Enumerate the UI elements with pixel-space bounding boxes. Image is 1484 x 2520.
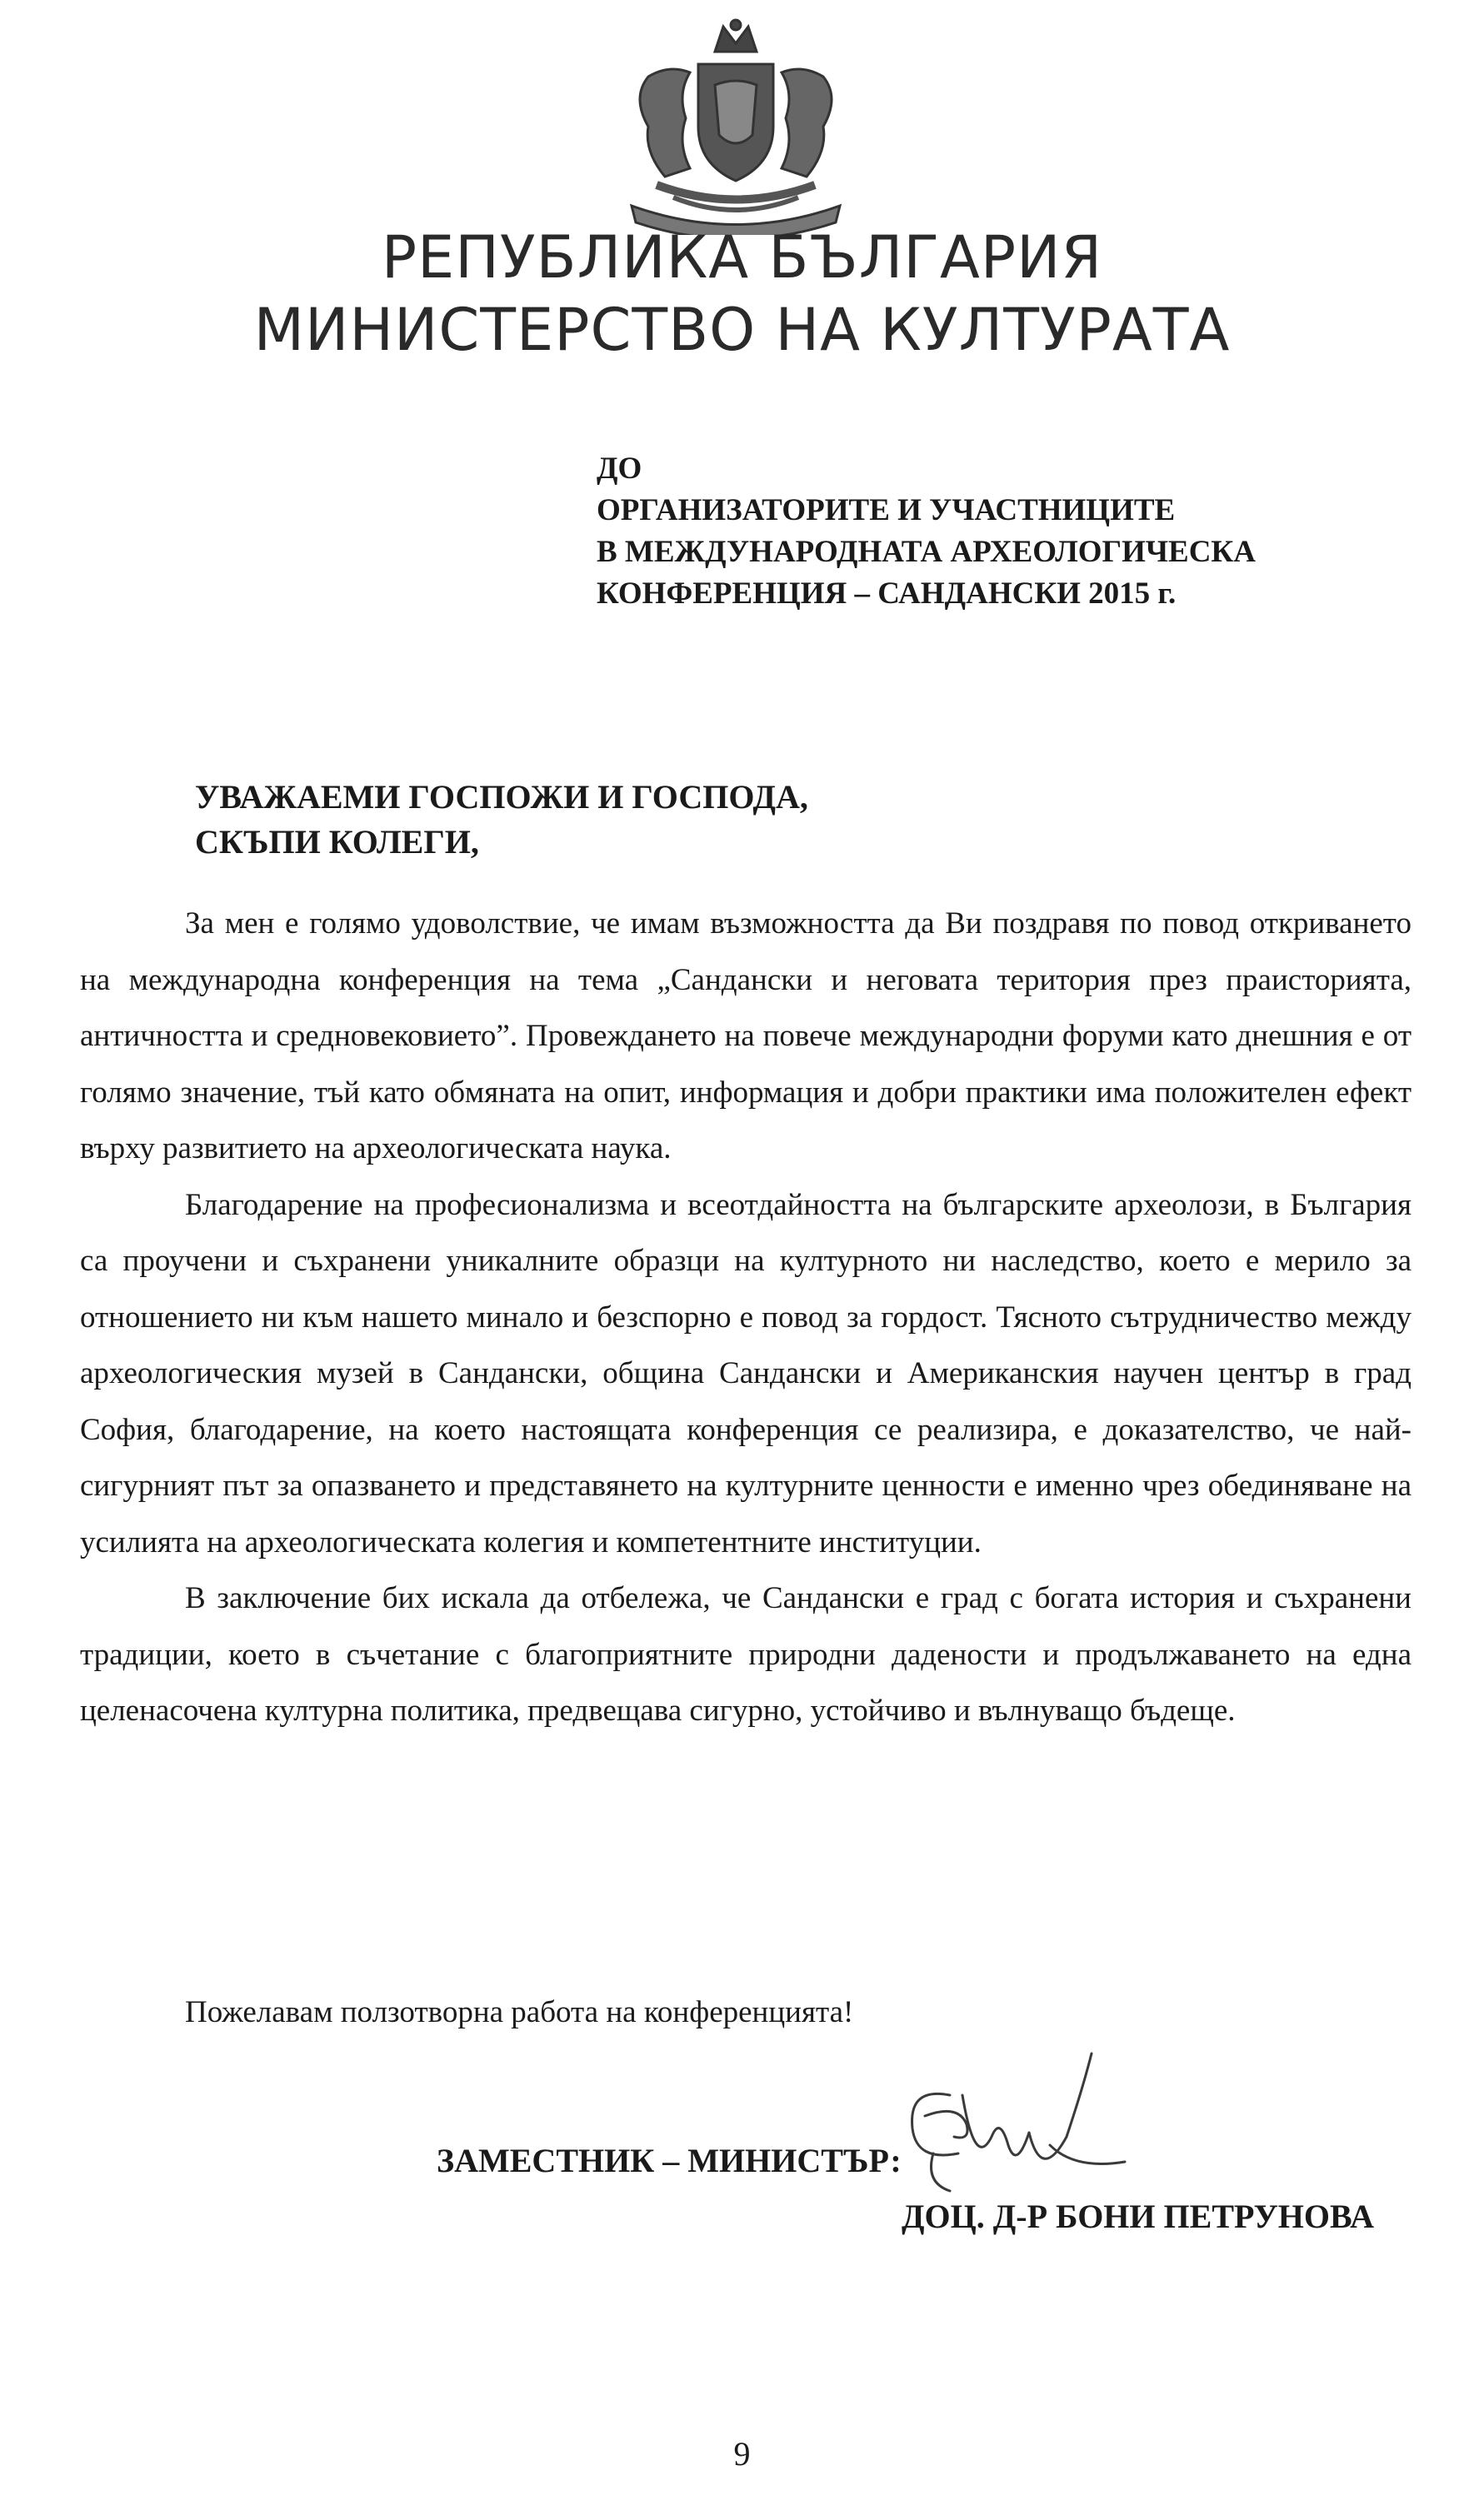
signer-name: ДОЦ. Д-Р БОНИ ПЕТРУНОВА — [902, 2198, 1375, 2235]
signer-title: ЗАМЕСТНИК – МИНИСТЪР: — [437, 2142, 902, 2179]
addressee-line: ОРГАНИЗАТОРИТЕ И УЧАСТНИЦИТЕ — [597, 493, 1176, 527]
greeting-line: СКЪПИ КОЛЕГИ, — [195, 823, 479, 861]
page-number: 9 — [733, 2435, 751, 2473]
addressee-block — [597, 448, 1256, 615]
letter-body — [80, 896, 1412, 1739]
coat-of-arms-icon — [598, 18, 873, 235]
greeting-line: УВАЖАЕМИ ГОСПОЖИ И ГОСПОДА, — [195, 778, 808, 816]
letterhead-republic: РЕПУБЛИКА БЪЛГАРИЯ — [381, 223, 1103, 292]
addressee-line: КОНФЕРЕНЦИЯ – САНДАНСКИ 2015 г. — [597, 576, 1177, 611]
addressee-line: В МЕЖДУНАРОДНАТА АРХЕОЛОГИЧЕСКА — [597, 535, 1256, 569]
paragraph: Благодарение на професионализма и всеотдайността на българските археолози, в България са проучени и съхранени уникалните образци на културното ни наследство, което е мерило за отношението ни към нашето минало и безспорно е повод за гордост. Тясното сътрудничество между археологическия музей в Сандански, община Сандански и Американския научен център в град София, благодарение, на което настоящата конференция се реализира, е доказателство, че най-сигурният път за опазването и представянето на културните ценности е именно чрез обединяване на усилията на археологическата колегия и компетентните институции. — [80, 1187, 1412, 1559]
closing-wish: Пожелавам ползотворна работа на конференцията! — [185, 1995, 854, 2029]
paragraph: За мен е голямо удоволствие, че имам възможността да Ви поздравя по повод откриването на международна конференция на тема „Сандански и неговата територия през праисторията, античността и средновековието”. Провеждането на повече международни форуми като днешния е от голямо значение, тъй като обмяната на опит, информация и добри практики има положителен ефект върху развитието на археологическата наука. — [80, 906, 1412, 1165]
greeting-block — [195, 775, 808, 865]
paragraph: В заключение бих искала да отбележа, че Сандански е град с богата история и съхранени традиции, което в съчетание с благоприятните природни дадености и продължаването на една целенасочена културна политика, предвещава сигурно, устойчиво и вълнуващо бъдеще. — [80, 1581, 1412, 1728]
addressee-line: ДО — [597, 452, 642, 486]
letterhead-ministry: МИНИСТЕРСТВО НА КУЛТУРАТА — [253, 296, 1231, 364]
